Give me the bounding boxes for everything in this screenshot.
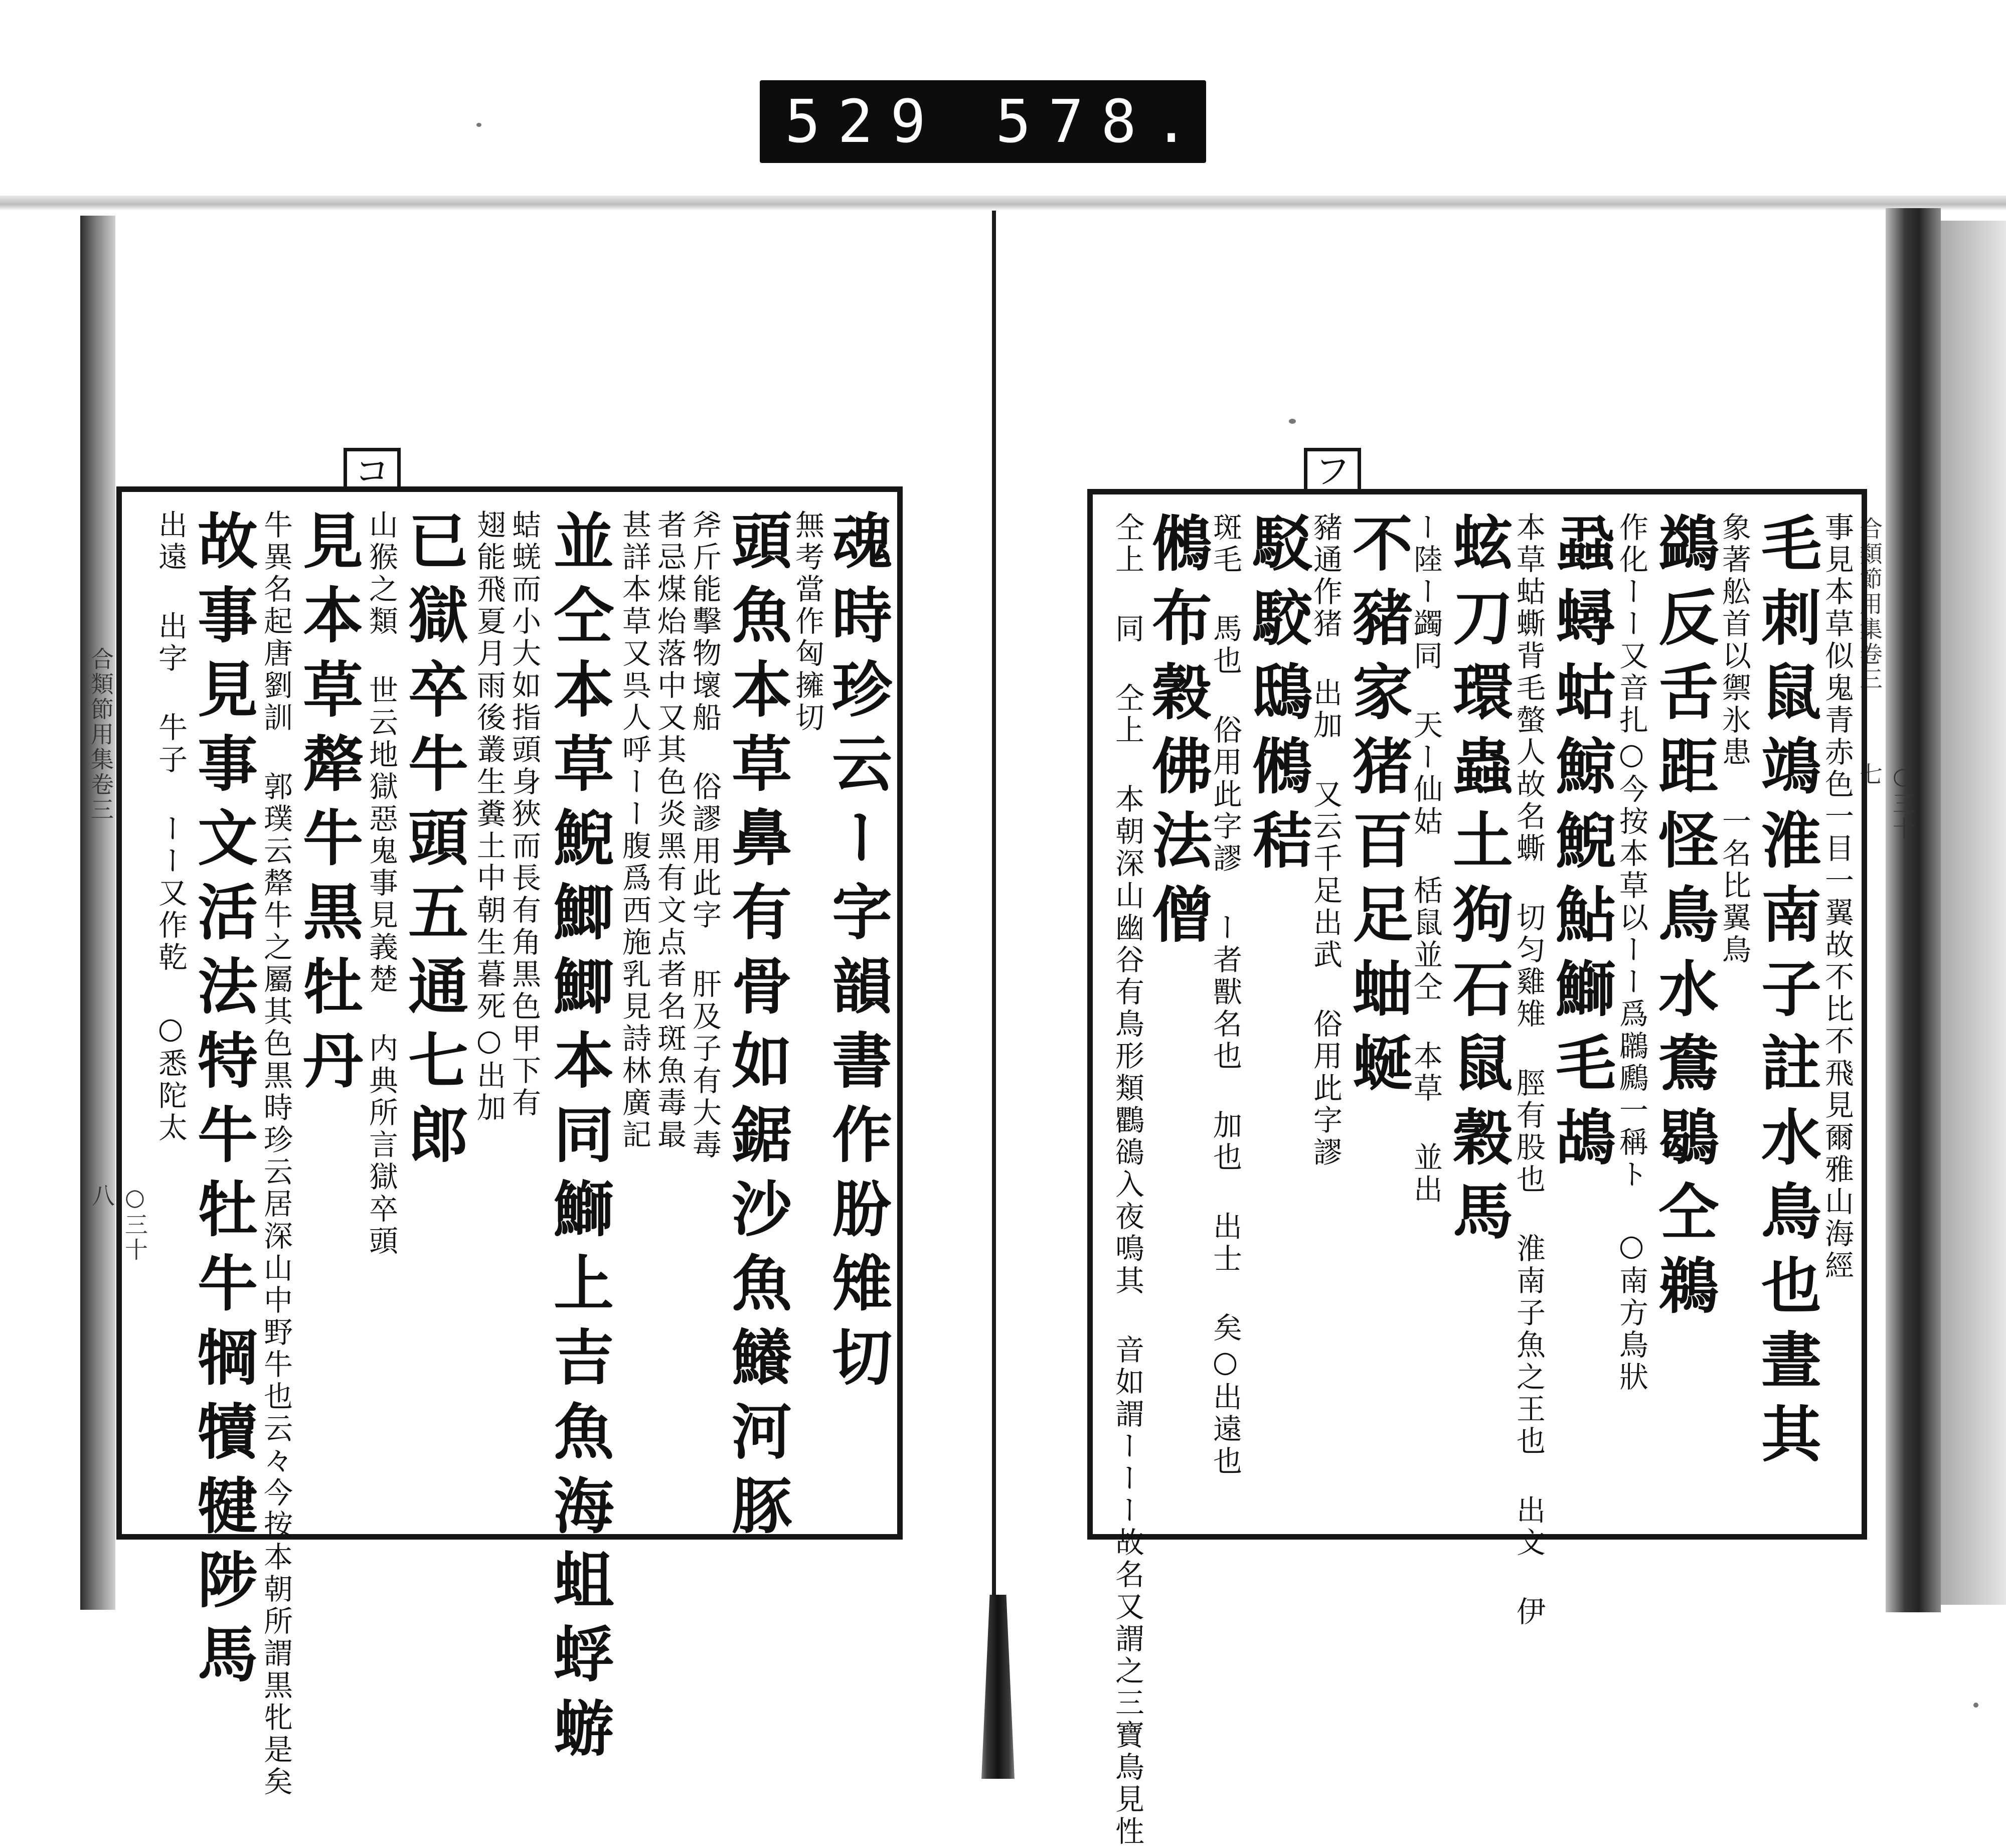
book-spine: [992, 211, 996, 1755]
text-column: 頭魚本草鼻有骨如鋸沙魚鱶河豚: [722, 510, 792, 1549]
film-frame-label: [760, 80, 1206, 163]
text-column: 出遠 出字 牛子 ーー又作乾 ○悉陀太: [153, 510, 188, 1144]
scan-speck: [1973, 1703, 1978, 1708]
text-column: 魂時珍云ー字韻書作朌雉切: [822, 510, 893, 1400]
text-column: 翅能飛夏月雨後叢生糞土中朝生暮死○出加: [472, 510, 506, 1124]
text-column: 駁駮鴟鵂秸: [1242, 512, 1313, 883]
bookmark-ribbon: [970, 1595, 1026, 1779]
text-column: 者忌煤炲落中又其色炎黑有文点者名斑魚毒最: [652, 510, 687, 1151]
left-folio: ○三十八: [88, 1184, 148, 1263]
text-column: 本草蛄蟖背毛螫人故名蟖 切匀雞雉 脛有股也 淮南子魚之王也 出文 伊: [1512, 512, 1546, 1628]
text-column: 象著舩首以禦氷患 一名比翼鳥: [1717, 512, 1751, 966]
text-column: 鵂布穀佛法僧: [1142, 512, 1213, 957]
scan-speck: [1289, 419, 1296, 424]
text-column: 作化ーー又音扎○今按本草以ーー爲鸊鷉一稱ト ○南方鳥狀: [1614, 512, 1648, 1394]
right-folio: ○三十七: [1856, 762, 1916, 842]
text-column: 毛刺鼠鴗淮南子註水鳥也晝其: [1751, 512, 1822, 1477]
left-margin-title: 合類節用集卷三: [87, 647, 114, 822]
scan-speck: [476, 123, 481, 127]
frame-number-right: 578.: [995, 87, 1207, 156]
text-column: 不豬家猪百足蚰蜒: [1343, 512, 1413, 1106]
text-column: 並仝本草鯢鯽鯽本同鰤上吉魚海蛆蜉蝣: [544, 510, 614, 1771]
scanner-edge: [0, 196, 2006, 211]
text-column: 事見本草似鬼青赤色一目一翼故不比不飛見爾雅山海經: [1820, 512, 1854, 1282]
text-column: 蛣蜣而小大如指頭身狹而長有角黒色甲下有: [507, 510, 541, 1119]
right-page-frame: [1087, 489, 1867, 1848]
frame-number-left: 529: [785, 87, 943, 156]
text-column: 山猴之類 世云地獄惡鬼事見義楚 内典所言獄卒頭: [364, 510, 398, 1258]
text-column: 牛異名起唐劉訓 郭璞云犛牛之屬其色黒時珍云居深山中野牛也云々今按本朝所謂黒牝是矣: [259, 510, 293, 1798]
text-column: 豬通作猪 出加 又云千足出武 俗用此字謬: [1308, 512, 1343, 1169]
left-page-tab: コ: [344, 448, 401, 491]
text-column: 斑毛 馬也 俗用此字謬 ー者獸名也 加也 出士 矣○出遠也: [1208, 512, 1242, 1478]
text-column: 無考當作匈擁切: [790, 510, 824, 734]
left-page-frame: [116, 486, 903, 1798]
text-column: 斧斤能擊物壞船 俗謬用此字 肝及子有大毒: [688, 510, 722, 1161]
text-column: 仝上 同 仝上 本朝深山幽谷有鳥形類鸜鵒入夜鳴其 音如謂ーーー故名又謂之三寶鳥見性: [1110, 512, 1144, 1848]
book-right-edge: [1886, 208, 1941, 1612]
page-stack: [1941, 221, 2006, 1605]
text-column: 蝨蟳蛄鯨鯢鮎鰤毛鴣: [1546, 512, 1616, 1180]
right-margin-title: 合類節用集卷三: [1856, 517, 1883, 692]
text-column: ー陸ー蠲同 天ー仙姑 栝鼠並仝 本草 並出: [1409, 512, 1443, 1206]
text-column: 鷁反舌距怪鳥水鴦鶡仝鵜: [1648, 512, 1719, 1328]
text-column: 甚詳本草又呉人呼ーー腹爲西施乳見詩林廣記: [617, 510, 651, 1151]
text-column: 已獄卒牛頭五通七郎: [398, 510, 469, 1178]
text-column: 故事見事文活法特牛牡牛犅犢犍陟馬: [188, 510, 258, 1697]
book-left-edge: [80, 216, 115, 1610]
text-column: 蚿刀環蟲土狗石鼠穀馬: [1443, 512, 1514, 1254]
right-page-tab: フ: [1304, 448, 1361, 491]
text-column: 見本草犛牛黒牡丹: [293, 510, 364, 1103]
